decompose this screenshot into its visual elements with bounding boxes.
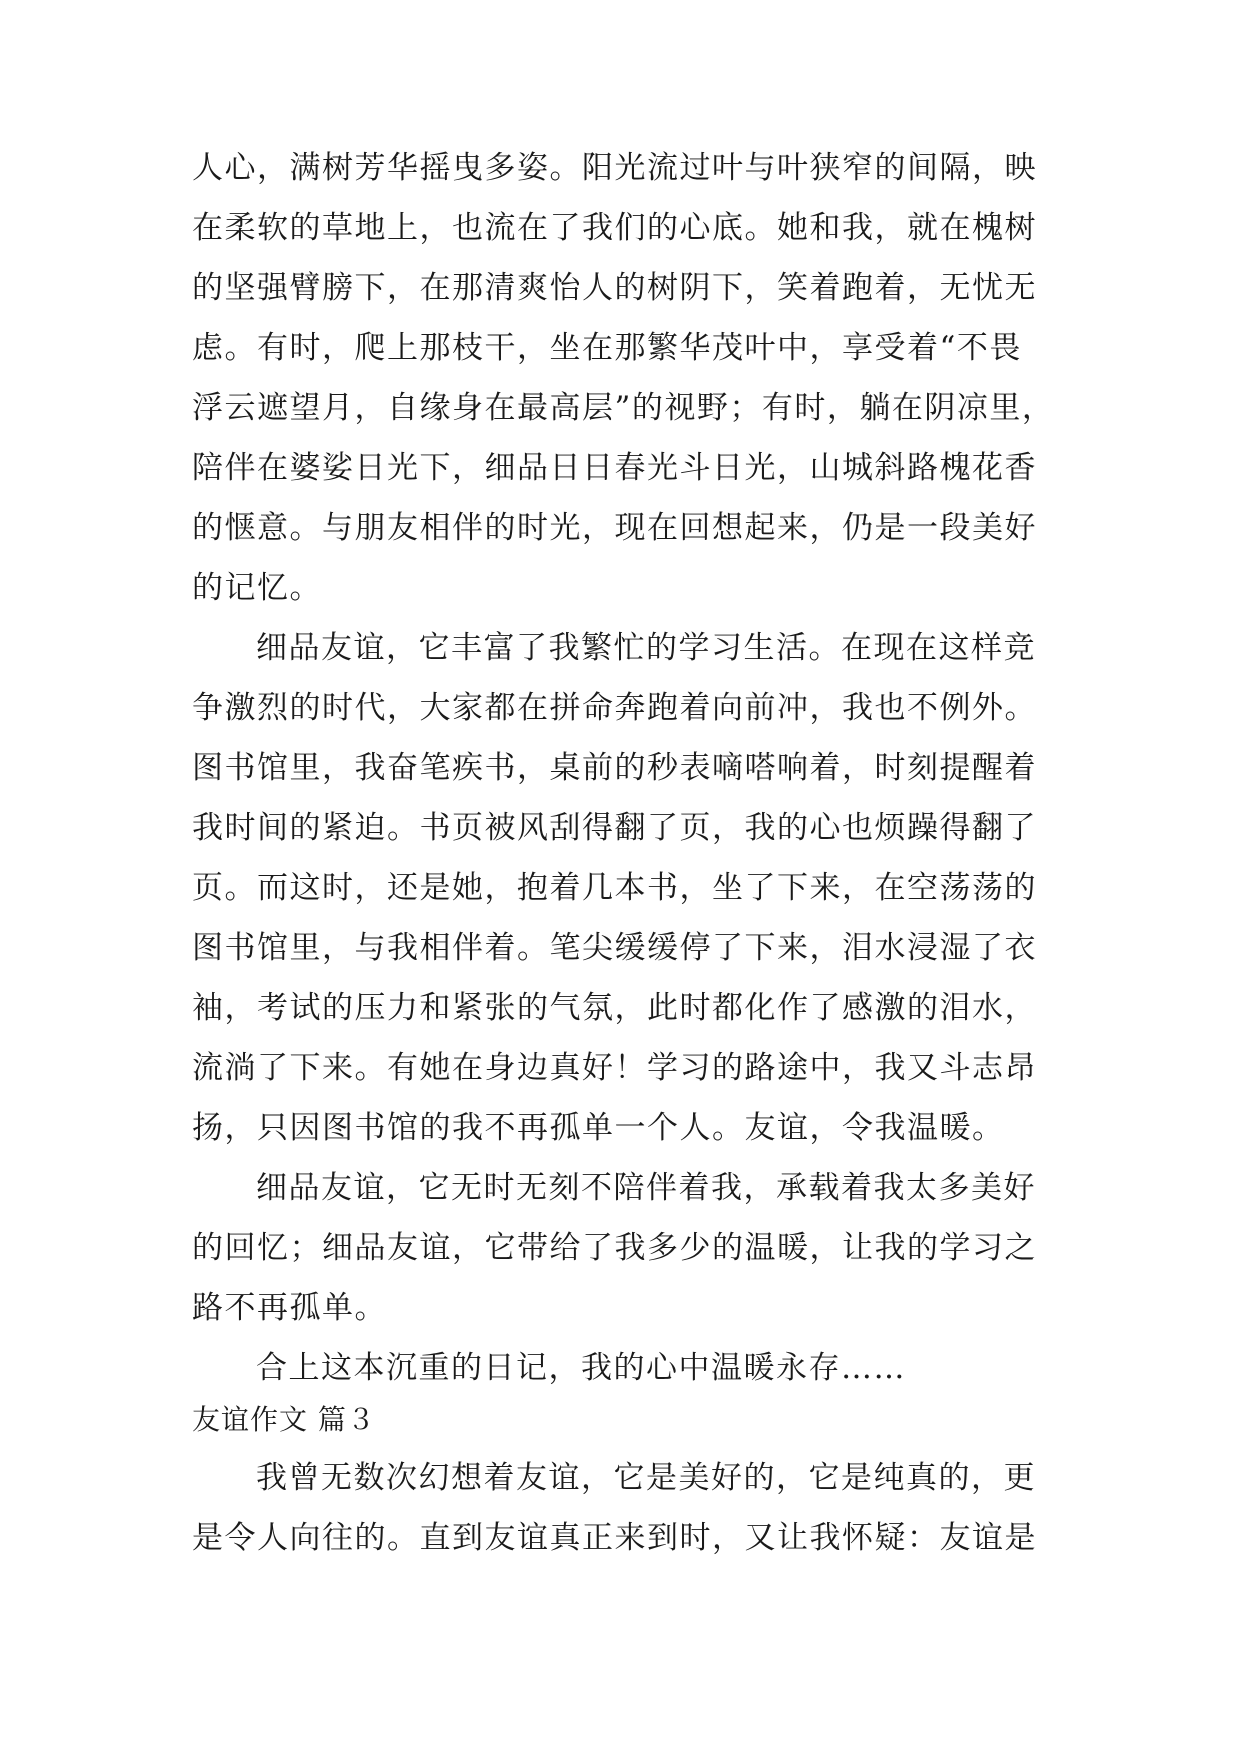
text-line: 在柔软的草地上，也流在了我们的心底。她和我，就在槐树 [192, 210, 1037, 246]
text-line: 人心，满树芳华摇曳多姿。阳光流过叶与叶狭窄的间隔，映 [192, 150, 1037, 186]
text-line: 图书馆里，与我相伴着。笔尖缓缓停了下来，泪水浸湿了衣 [192, 930, 1037, 966]
text-line: 流淌了下来。有她在身边真好！学习的路途中，我又斗志昂 [192, 1050, 1037, 1086]
paragraph-start-line: 细品友谊，它无时无刻不陪伴着我，承载着我太多美好 [256, 1170, 1036, 1206]
paragraph-start-line: 我曾无数次幻想着友谊，它是美好的，它是纯真的，更 [256, 1460, 1036, 1496]
text-line: 页。而这时，还是她，抱着几本书，坐了下来，在空荡荡的 [192, 870, 1037, 906]
text-line: 虑。有时，爬上那枝干，坐在那繁华茂叶中，享受着“不畏 [192, 330, 1022, 366]
text-line: 路不再孤单。 [192, 1290, 387, 1326]
section-heading: 友谊作文 篇３ [192, 1403, 376, 1436]
text-line: 的坚强臂膀下，在那清爽怡人的树阴下，笑着跑着，无忧无 [192, 270, 1037, 306]
text-line: 是令人向往的。直到友谊真正来到时，又让我怀疑：友谊是 [192, 1520, 1037, 1556]
text-line: 争激烈的时代，大家都在拼命奔跑着向前冲，我也不例外。 [192, 690, 1037, 726]
text-line: 我时间的紧迫。书页被风刮得翻了页，我的心也烦躁得翻了 [192, 810, 1037, 846]
text-line: 的回忆；细品友谊，它带给了我多少的温暖，让我的学习之 [192, 1230, 1037, 1266]
text-line: 扬，只因图书馆的我不再孤单一个人。友谊，令我温暖。 [192, 1110, 1005, 1146]
text-line: 的记忆。 [192, 570, 322, 606]
text-line: 陪伴在婆娑日光下，细品日日春光斗日光，山城斜路槐花香 [192, 450, 1037, 486]
text-line: 浮云遮望月，自缘身在最高层”的视野；有时，躺在阴凉里， [192, 390, 1055, 426]
text-line: 的惬意。与朋友相伴的时光，现在回想起来，仍是一段美好 [192, 510, 1037, 546]
paragraph-start-line: 合上这本沉重的日记，我的心中温暖永存…… [256, 1350, 906, 1386]
text-line: 袖，考试的压力和紧张的气氛，此时都化作了感激的泪水， [192, 990, 1037, 1026]
paragraph-start-line: 细品友谊，它丰富了我繁忙的学习生活。在现在这样竞 [256, 630, 1036, 666]
text-line: 图书馆里，我奋笔疾书，桌前的秒表嘀嗒响着，时刻提醒着 [192, 750, 1037, 786]
